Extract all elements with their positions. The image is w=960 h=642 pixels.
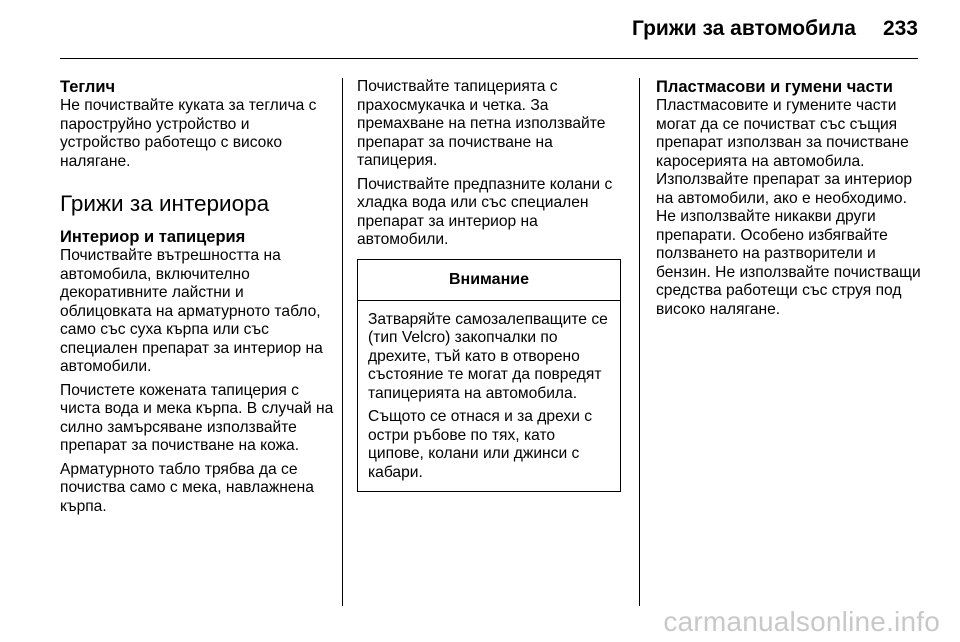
watermark: carmanualsonline.info [663,606,940,637]
page-header [60,0,918,59]
chapter-heading-interior-care: Грижи за интериора [60,191,270,216]
paragraph-seat-belts: Почиствайте предпазните колани с хладка вода или със специален препарат за интериор на автомобили. [357,175,613,248]
column-1 [60,78,334,521]
paragraph-interior-cleaning: Почиствайте вътрешността на автомобила, включително декоративните лайстни и облицовката на арматурното табло, само със суха кърпа или със специален препарат за интериор на автомобили. [60,247,323,375]
section-heading-interior-upholstery: Интериор и тапицерия [60,228,246,246]
paragraph-leather-cleaning: Почистете кожената тапицерия с чиста вода и мека кърпа. В случай на силно замърсяване използвайте препарат за почистване на кожа. [60,381,334,454]
column-divider-2 [639,78,640,606]
header-title: Грижи за автомобила [631,17,856,40]
column-2 [357,78,623,492]
section-heading-plastic-rubber: Пластмасови и гумени части [656,78,893,96]
paragraph-dashboard-cleaning: Арматурното табло трябва да се почиства само с мека, навлажнена кърпа. [60,460,314,515]
paragraph-upholstery-vacuum: Почиствайте тапицерията с прахосмукачка и четка. За премахване на петна използвайте препарат за почистване на тапицерия. [357,78,606,169]
column-divider-1 [342,78,343,606]
paragraph-plastic-rubber: Пластмасовите и гумените части могат да се почистват със същия препарат използван за почистване каросерията на автомобила. Използвайте препарат за интериор на автомобили, ако е необходимо. Не използвайте никакви други препарати. Особено избягвайте ползването на разтворители и бензин. Не използвайте почистващи средства работещи със струя под високо налягане. [656,97,921,318]
section-heading-tow-bar: Теглич [60,78,116,96]
caution-title: Внимание [358,260,620,301]
caution-paragraph-velcro: Затваряйте самозалепващите се (тип Velcro) закопчалки по дрехите, тъй като в отворено състояние те могат да повредят тапицерията на автомобила. [368,310,608,402]
page-number: 233 [882,17,918,40]
caution-paragraph-sharp-edges: Същото се отнася и за дрехи с остри ръбове по тях, като ципове, колани или джинси с кабари. [368,408,593,481]
column-3 [656,78,922,324]
caution-box [357,259,621,493]
caution-body [358,301,620,492]
paragraph-tow-bar: Не почиствайте куката за теглича с пароструйно устройство и устройство работещо с високо налягане. [60,97,317,170]
